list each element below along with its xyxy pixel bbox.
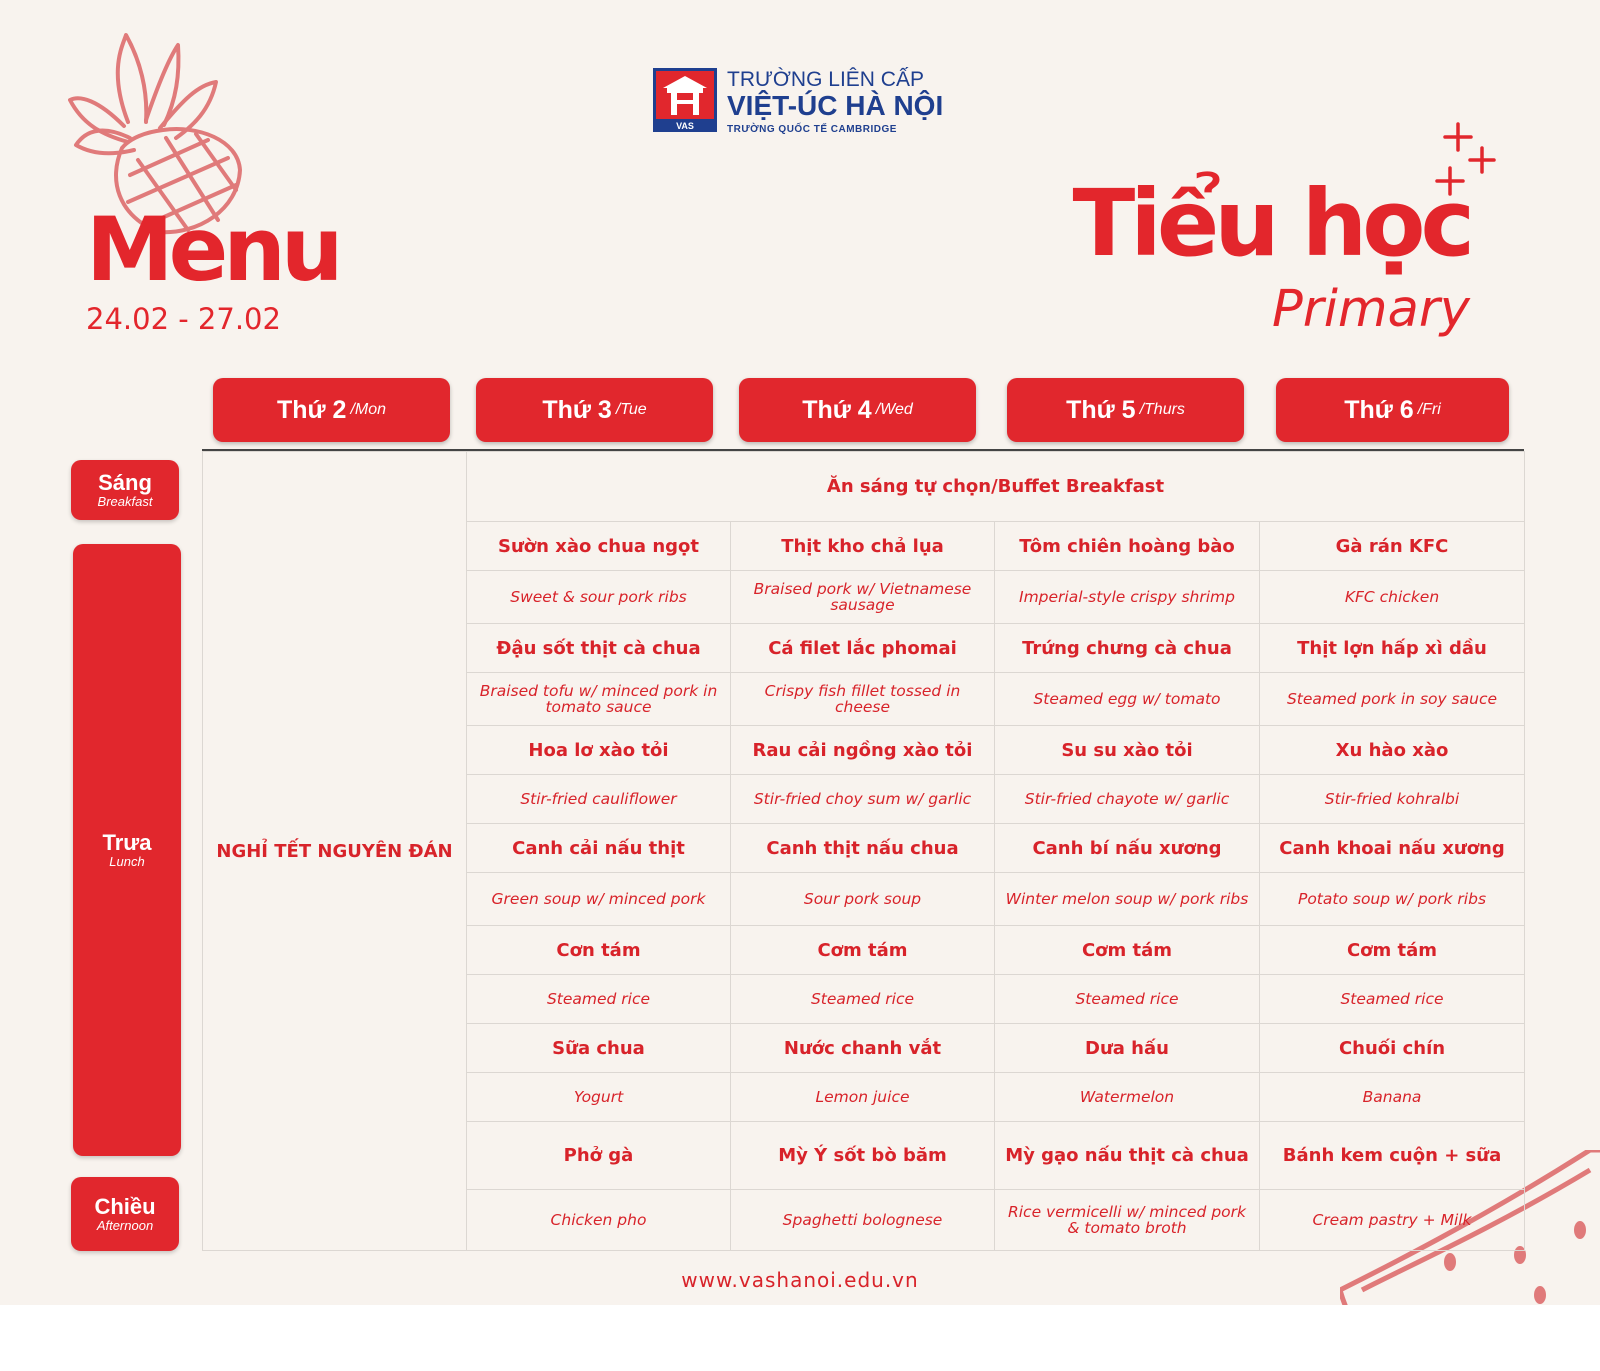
meal-label-lunch bbox=[73, 544, 181, 1156]
dish-name-en: Sweet & sour pork ribs bbox=[467, 571, 731, 624]
day-header-english: /Mon bbox=[350, 401, 387, 418]
dish-name-en: Braised tofu w/ minced pork in tomato sauce bbox=[467, 673, 731, 726]
dish-name-vi: Hoa lơ xào tỏi bbox=[467, 726, 731, 775]
dish-name-vi: Mỳ Ý sốt bò băm bbox=[731, 1122, 995, 1190]
day-header-fri bbox=[1276, 378, 1509, 442]
dish-name-en: Yogurt bbox=[467, 1073, 731, 1122]
day-header-thu bbox=[1007, 378, 1244, 442]
dish-name-en: Crispy fish fillet tossed in cheese bbox=[731, 673, 995, 726]
holiday-cell: NGHỈ TẾT NGUYÊN ĐÁN bbox=[203, 452, 467, 1251]
school-gate-logo bbox=[653, 68, 717, 132]
meal-label-english: Afternoon bbox=[96, 1218, 154, 1234]
dish-name-en: KFC chicken bbox=[1260, 571, 1525, 624]
meal-label-breakfast bbox=[71, 460, 179, 520]
dish-name-en: Cream pastry + Milk bbox=[1260, 1190, 1525, 1251]
dish-name-vi: Rau cải ngồng xào tỏi bbox=[731, 726, 995, 775]
day-header-label: Thứ 5 bbox=[1066, 395, 1136, 424]
dish-name-vi: Trứng chưng cà chua bbox=[995, 624, 1260, 673]
dish-name-vi: Phở gà bbox=[467, 1122, 731, 1190]
dish-name-vi: Cơn tám bbox=[467, 926, 731, 975]
dish-name-en: Steamed rice bbox=[467, 975, 731, 1024]
meal-label-english: Lunch bbox=[109, 854, 145, 870]
dish-name-en: Winter melon soup w/ pork ribs bbox=[995, 873, 1260, 926]
dish-name-en: Stir-fried choy sum w/ garlic bbox=[731, 775, 995, 824]
dish-name-en: Banana bbox=[1260, 1073, 1525, 1122]
dish-name-en: Spaghetti bolognese bbox=[731, 1190, 995, 1251]
dish-name-en: Steamed rice bbox=[731, 975, 995, 1024]
school-logo bbox=[653, 68, 944, 136]
meal-label-text: Chiều bbox=[94, 1193, 156, 1219]
meal-label-english: Breakfast bbox=[97, 494, 153, 510]
date-range: 24.02 - 27.02 bbox=[86, 302, 281, 336]
day-header-label: Thứ 3 bbox=[542, 395, 612, 424]
dish-name-vi: Nước chanh vắt bbox=[731, 1024, 995, 1073]
day-header-english: /Thurs bbox=[1139, 401, 1185, 418]
dish-name-en: Lemon juice bbox=[731, 1073, 995, 1122]
meal-label-text: Trưa bbox=[102, 829, 152, 855]
dish-name-en: Potato soup w/ pork ribs bbox=[1260, 873, 1525, 926]
dish-name-vi: Cơm tám bbox=[731, 926, 995, 975]
dish-name-en: Rice vermicelli w/ minced pork & tomato broth bbox=[995, 1190, 1260, 1251]
dish-name-vi: Cá filet lắc phomai bbox=[731, 624, 995, 673]
dish-name-en: Steamed pork in soy sauce bbox=[1260, 673, 1525, 726]
dish-name-vi: Sữa chua bbox=[467, 1024, 731, 1073]
dish-name-vi: Canh cải nấu thịt bbox=[467, 824, 731, 873]
dish-name-vi: Su su xào tỏi bbox=[995, 726, 1260, 775]
day-header-english: /Wed bbox=[875, 401, 913, 418]
page-title: Menu bbox=[86, 198, 339, 301]
dish-name-vi: Cơm tám bbox=[995, 926, 1260, 975]
dish-name-vi: Bánh kem cuộn + sữa bbox=[1260, 1122, 1525, 1190]
logo-mark-text: VAS bbox=[676, 121, 694, 131]
website-url[interactable]: www.vashanoi.edu.vn bbox=[681, 1268, 919, 1292]
dish-name-en: Watermelon bbox=[995, 1073, 1260, 1122]
dish-name-en: Sour pork soup bbox=[731, 873, 995, 926]
dish-name-vi: Gà rán KFC bbox=[1260, 522, 1525, 571]
dish-name-en: Chicken pho bbox=[467, 1190, 731, 1251]
breakfast-cell: Ăn sáng tự chọn/Buffet Breakfast bbox=[467, 452, 1525, 522]
dish-name-vi: Sườn xào chua ngọt bbox=[467, 522, 731, 571]
dish-name-vi: Dưa hấu bbox=[995, 1024, 1260, 1073]
dish-name-vi: Cơm tám bbox=[1260, 926, 1525, 975]
dish-name-en: Green soup w/ minced pork bbox=[467, 873, 731, 926]
day-header-label: Thứ 4 bbox=[802, 395, 872, 424]
day-header-english: /Fri bbox=[1417, 401, 1441, 418]
level-title: Tiểu học bbox=[1072, 170, 1470, 277]
logo-line-3: TRƯỜNG QUỐC TẾ CAMBRIDGE bbox=[727, 124, 897, 135]
day-header-tue bbox=[476, 378, 713, 442]
level-subtitle: Primary bbox=[1272, 280, 1470, 339]
dish-name-vi: Thịt kho chả lụa bbox=[731, 522, 995, 571]
day-header-wed bbox=[739, 378, 976, 442]
day-header-label: Thứ 6 bbox=[1344, 395, 1414, 424]
table-row bbox=[203, 452, 1525, 522]
dish-name-vi: Đậu sốt thịt cà chua bbox=[467, 624, 731, 673]
dish-name-vi: Canh bí nấu xương bbox=[995, 824, 1260, 873]
dish-name-vi: Mỳ gạo nấu thịt cà chua bbox=[995, 1122, 1260, 1190]
dish-name-vi: Tôm chiên hoàng bào bbox=[995, 522, 1260, 571]
dish-name-en: Steamed rice bbox=[1260, 975, 1525, 1024]
meal-label-text: Sáng bbox=[98, 469, 152, 495]
dish-name-en: Stir-fried chayote w/ garlic bbox=[995, 775, 1260, 824]
menu-table bbox=[202, 451, 1525, 1251]
dish-name-vi: Canh khoai nấu xương bbox=[1260, 824, 1525, 873]
day-header-english: /Tue bbox=[615, 401, 647, 418]
day-header-mon bbox=[213, 378, 450, 442]
logo-line-1: TRƯỜNG LIÊN CẤP bbox=[727, 68, 924, 91]
dish-name-en: Steamed rice bbox=[995, 975, 1260, 1024]
dish-name-en: Stir-fried cauliflower bbox=[467, 775, 731, 824]
meal-label-afternoon bbox=[71, 1177, 179, 1251]
dish-name-vi: Canh thịt nấu chua bbox=[731, 824, 995, 873]
logo-line-2: VIỆT-ÚC HÀ NỘI bbox=[727, 90, 944, 121]
dish-name-vi: Chuối chín bbox=[1260, 1024, 1525, 1073]
dish-name-vi: Xu hào xào bbox=[1260, 726, 1525, 775]
dish-name-en: Steamed egg w/ tomato bbox=[995, 673, 1260, 726]
dish-name-vi: Thịt lợn hấp xì dầu bbox=[1260, 624, 1525, 673]
dish-name-en: Braised pork w/ Vietnamese sausage bbox=[731, 571, 995, 624]
dish-name-en: Stir-fried kohralbi bbox=[1260, 775, 1525, 824]
day-header-label: Thứ 2 bbox=[276, 395, 347, 424]
dish-name-en: Imperial-style crispy shrimp bbox=[995, 571, 1260, 624]
